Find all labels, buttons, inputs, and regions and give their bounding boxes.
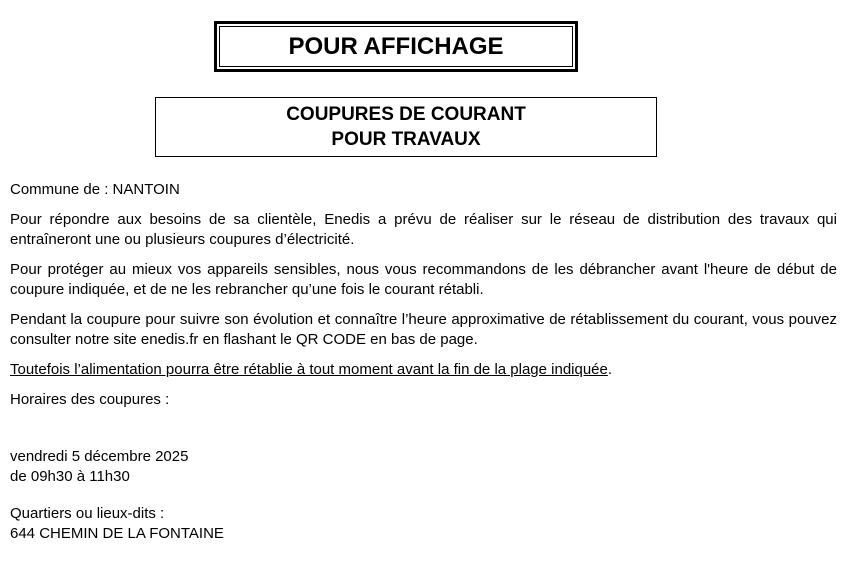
paragraph-intro: Pour répondre aux besoins de sa clientèle, Enedis a prévu de réaliser sur le réseau de distribution des travaux qui entraîneront une ou plusieurs coupures d’électricité. (10, 211, 837, 248)
outage-date: vendredi 5 décembre 2025 (10, 448, 189, 465)
outage-location: 644 CHEMIN DE LA FONTAINE (10, 525, 224, 542)
spacer (10, 410, 837, 447)
paragraph-recommendation: Pour protéger au mieux vos appareils sensibles, nous vous recommandons de les débrancher avant l'heure de début de coupure indiquée, et de ne les rebrancher qu’une fois le courant rétabli. (10, 261, 837, 298)
notice-body (10, 180, 837, 544)
warning-text: Toutefois l’alimentation pourra être rétablie à tout moment avant la fin de la plage indiquée (10, 361, 608, 378)
affichage-banner (214, 21, 578, 72)
paragraph-tracking: Pendant la coupure pour suivre son évolution et connaître l’heure approximative de rétablissement du courant, vous pouvez consulter notre site enedis.fr en flashant le QR CODE en bas de page. (10, 311, 837, 348)
notice-title-box (155, 97, 657, 157)
spacer (10, 487, 837, 504)
outage-time-range: de 09h30 à 11h30 (10, 468, 130, 485)
warning-period: . (607, 361, 613, 378)
notice-title-line2: POUR TRAVAUX (331, 129, 481, 150)
commune-line: Commune de : NANTOIN (10, 181, 180, 198)
warning-line (10, 360, 837, 380)
affichage-title: POUR AFFICHAGE (219, 26, 573, 67)
quartiers-label: Quartiers ou lieux-dits : (10, 505, 165, 522)
horaires-label: Horaires des coupures : (10, 391, 170, 408)
notice-title-line1: COUPURES DE COURANT (286, 104, 526, 125)
